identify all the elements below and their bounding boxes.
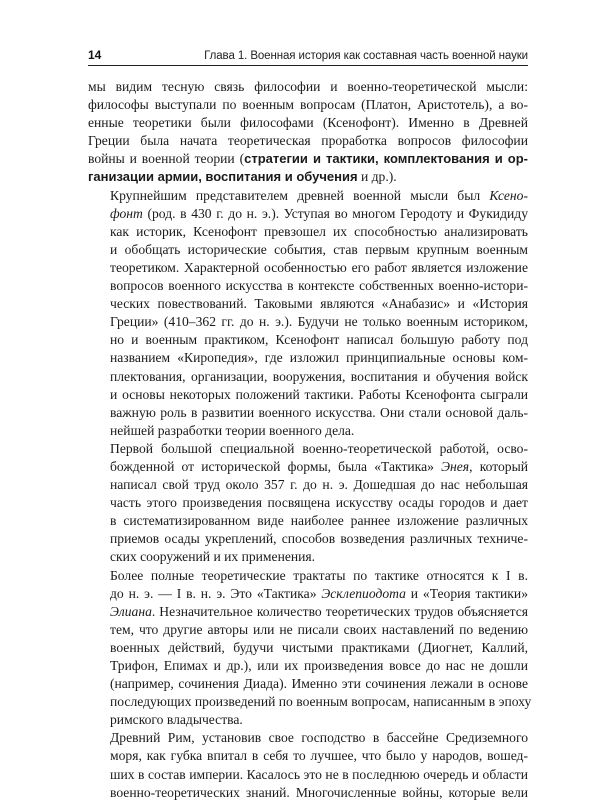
text-segment: Крупнейшим представителем древней военной мысли был xyxy=(110,187,490,203)
text-line xyxy=(88,331,528,349)
text-line xyxy=(88,729,528,747)
text-line xyxy=(88,711,528,729)
text-segment: (род. в 430 г. до н. э.). Уступая во многом Геродоту и Фукидиду xyxy=(142,205,528,221)
text-segment: божденной от исторической формы, была «Тактика» xyxy=(110,458,442,474)
body-text xyxy=(88,78,532,802)
text-line xyxy=(88,657,528,675)
text-segment: вопросов военного искусства в контексте собственных военно-истори- xyxy=(110,278,528,294)
text-line xyxy=(88,349,528,367)
italic-text: Элиана xyxy=(110,603,152,619)
text-line xyxy=(88,621,528,639)
text-line xyxy=(88,747,528,765)
text-line xyxy=(88,150,528,168)
text-line xyxy=(88,422,528,440)
text-segment: но и военным практиком, Ксенофонт написал большую работу под xyxy=(110,332,528,348)
italic-text: Эсклепиодота xyxy=(321,585,406,601)
text-segment: Греции была начата теоретическая проработка вопросов философии xyxy=(88,133,528,149)
text-segment: до н. э. — I в. н. э. Это «Тактика» xyxy=(110,585,322,601)
text-segment: мы видим тесную связь философии и военно-теоретической мысли: xyxy=(88,79,528,94)
text-segment: Трифон, Епимах и др.), или их произведения вовсе до нас не дошли xyxy=(110,658,528,673)
text-segment: войны и военной теории ( xyxy=(88,151,245,167)
text-segment: в систематизированном виде наиболее раннее изложение различных xyxy=(110,513,528,529)
text-segment: римского владычества. xyxy=(110,712,243,728)
text-segment: (например, сочинения Диада). Именно эти сочинения лежали в основе xyxy=(110,676,528,692)
text-line xyxy=(88,675,528,693)
text-line xyxy=(88,548,528,566)
text-segment: военно-теоретических знаний. Многочисленные войны, которые вели xyxy=(110,784,528,800)
text-line xyxy=(88,187,528,205)
text-segment: написал свой труд около 357 г. до н. э. Дошедшая до нас небольшая xyxy=(110,477,528,493)
italic-text: Энея xyxy=(441,458,470,474)
text-segment: енные теоретики были философами (Ксенофонт). Именно в Древней xyxy=(88,115,528,131)
text-segment: важную роль в развитии военного искусства. Они стали основой даль- xyxy=(110,404,528,420)
text-line xyxy=(88,512,528,530)
text-segment: плектования, организации, вооружения, воспитания и обучения войск xyxy=(110,368,528,384)
text-line xyxy=(88,223,528,241)
text-line xyxy=(88,205,528,223)
text-line xyxy=(88,96,528,114)
text-segment: Греции» (410–362 гг. до н. э.). Будучи не только военным историком, xyxy=(110,314,528,330)
text-segment: Более полные теоретические трактаты по тактике относятся к I в. xyxy=(110,567,528,583)
text-line xyxy=(88,313,528,331)
text-line xyxy=(88,404,528,422)
page-header xyxy=(88,44,528,66)
text-line xyxy=(88,476,528,494)
bold-text: ганизации армии, воспитания и обучения xyxy=(88,169,358,185)
text-line xyxy=(88,766,528,784)
text-line xyxy=(88,639,528,657)
text-segment: Первой большой специальной военно-теоретической работой, осво- xyxy=(110,440,528,456)
text-line xyxy=(88,530,528,548)
paragraph-p3 xyxy=(88,440,528,567)
text-segment: военных действий, будучи чистыми практиками (Диогнет, Каллий, xyxy=(110,639,528,655)
text-segment: и основы некоторых положений тактики. Работы Ксенофонта сыграли xyxy=(110,386,528,402)
text-segment: тем, что другие авторы или не писали своих наставлений по ведению xyxy=(110,621,528,637)
paragraph-p2 xyxy=(88,187,528,440)
text-line xyxy=(88,168,528,186)
text-line xyxy=(88,277,528,295)
text-line xyxy=(88,585,528,603)
text-segment: последующих произведений по военным вопросам, написанным в эпоху xyxy=(110,694,532,710)
italic-text: Ксено- xyxy=(489,187,528,203)
text-segment: ческих повествований. Таковыми являются «Анабазис» и «История xyxy=(110,296,528,312)
text-line xyxy=(88,567,528,585)
text-segment: и «Теория тактики» xyxy=(405,585,528,601)
text-segment: философы выступали по военным вопросам (Платон, Аристотель), а во- xyxy=(88,97,528,113)
text-line xyxy=(88,368,528,386)
text-line xyxy=(88,241,528,259)
text-segment: часть этого произведения посвящена искусству осады городов и дает xyxy=(110,495,528,511)
text-line xyxy=(88,693,532,711)
text-segment: нейшей разработки теории военного дела. xyxy=(110,422,355,438)
text-segment: приемов осады укреплений, способов возведения различных техниче- xyxy=(110,531,528,547)
bold-text: стратегии и тактики, комплектования и ор- xyxy=(244,151,529,167)
text-line xyxy=(88,386,528,404)
text-segment: , который xyxy=(469,458,528,474)
page-number: 14 xyxy=(88,48,102,62)
italic-text: фонт xyxy=(110,205,143,221)
text-segment: теоретиком. Характерной особенностью его работ является изложение xyxy=(110,259,528,275)
paragraph-p5 xyxy=(88,729,528,801)
text-line xyxy=(88,78,528,96)
text-segment: Древний Рим, установив свое господство в бассейне Средиземного xyxy=(110,730,528,746)
text-line xyxy=(88,458,528,476)
text-line xyxy=(88,494,528,512)
text-segment: моря, как губка впитал в себя то лучшее, что было у народов, вошед- xyxy=(110,748,528,764)
text-line xyxy=(88,440,528,458)
text-segment: названием «Киропедия», где изложил принципиальные основы ком- xyxy=(110,350,528,366)
text-segment: . Незначительное количество теоретических трудов объясняется xyxy=(151,603,528,619)
text-line xyxy=(88,295,528,313)
running-head: Глава 1. Военная история как составная часть военной науки xyxy=(204,50,528,62)
paragraph-p4 xyxy=(88,567,532,730)
text-segment: как историк, Ксенофонт превзошел их способностью анализировать xyxy=(110,223,528,239)
text-segment: и обобщать исторические события, став первым крупным военным xyxy=(110,241,528,257)
text-line xyxy=(88,114,528,132)
text-line xyxy=(88,259,528,277)
text-segment: ших в состав империи. Касалось это не в последнюю очередь и области xyxy=(110,766,528,782)
text-line xyxy=(88,132,528,150)
text-segment: и др.). xyxy=(357,169,397,185)
text-line xyxy=(88,784,528,802)
text-line xyxy=(88,603,528,621)
text-segment: ских сооружений и их применения. xyxy=(110,549,316,565)
paragraph-p1 xyxy=(88,78,528,187)
